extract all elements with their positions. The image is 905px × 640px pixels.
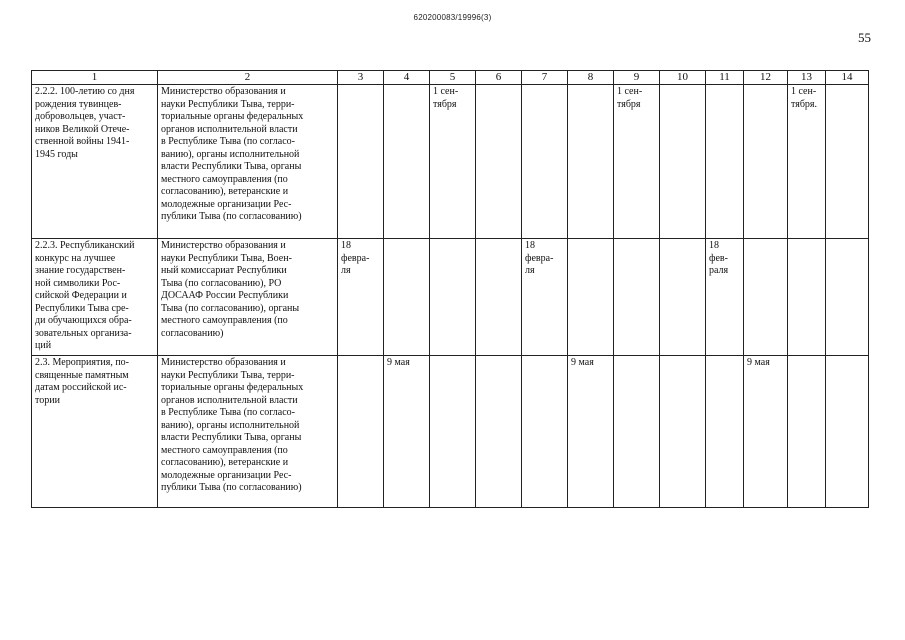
- date-cell: [476, 356, 522, 508]
- date-cell: [338, 356, 384, 508]
- executor-cell: Министерство образования и науки Республики Тыва, терри- ториальные органы федеральных органов исполнительной власти в Республике Тыва (по согласо- ванию), органы исполнительной власти Республики Тыва, органы местного самоуправления (по согласованию), ветеранские и молодежные организации Рес- публики Тыва (по согласованию): [158, 85, 338, 239]
- date-cell: [522, 85, 568, 239]
- date-cell: [384, 85, 430, 239]
- column-header: 5: [430, 71, 476, 85]
- date-cell: [660, 85, 706, 239]
- date-cell: [826, 356, 869, 508]
- date-cell: 1 сен- тября: [430, 85, 476, 239]
- executor-cell: Министерство образования и науки Республики Тыва, Воен- ный комиссариат Республики Тыва (по согласованию), РО ДОСААФ России Республики Тыва (по согласованию), органы местного самоуправления (по согласованию): [158, 239, 338, 356]
- column-header: 3: [338, 71, 384, 85]
- date-cell: [568, 85, 614, 239]
- document-code: 620200083/19996(3): [413, 13, 492, 22]
- date-cell: [660, 239, 706, 356]
- date-cell: [430, 239, 476, 356]
- date-cell: [744, 85, 788, 239]
- event-cell: 2.3. Мероприятия, по- священные памятным датам российской ис- тории: [32, 356, 158, 508]
- date-cell: 1 сен- тября.: [788, 85, 826, 239]
- date-cell: [826, 239, 869, 356]
- column-header: 12: [744, 71, 788, 85]
- date-cell: 9 мая: [744, 356, 788, 508]
- date-cell: [338, 85, 384, 239]
- date-cell: [788, 239, 826, 356]
- column-header: 13: [788, 71, 826, 85]
- date-cell: [660, 356, 706, 508]
- date-cell: [788, 356, 826, 508]
- table-row: [32, 85, 869, 239]
- date-cell: [476, 85, 522, 239]
- date-cell: [430, 356, 476, 508]
- date-cell: [706, 85, 744, 239]
- column-header: 8: [568, 71, 614, 85]
- plan-table: [31, 70, 869, 508]
- date-cell: [568, 239, 614, 356]
- table-row: [32, 239, 869, 356]
- page-number: 55: [858, 30, 871, 45]
- date-cell: 18 февра- ля: [522, 239, 568, 356]
- date-cell: [614, 239, 660, 356]
- date-cell: 9 мая: [384, 356, 430, 508]
- column-header: 2: [158, 71, 338, 85]
- date-cell: 9 мая: [568, 356, 614, 508]
- column-header: 11: [706, 71, 744, 85]
- event-cell: 2.2.2. 100-летию со дня рождения тувинцев- добровольцев, участ- ников Великой Отече- ственной войны 1941- 1945 годы: [32, 85, 158, 239]
- date-cell: [384, 239, 430, 356]
- date-cell: [614, 356, 660, 508]
- date-cell: 1 сен- тября: [614, 85, 660, 239]
- event-cell: 2.2.3. Республиканский конкурс на лучшее знание государствен- ной символики Рос- сийской Федерации и Республики Тыва сре- ди обучающихся обра- зовательных организа- ций: [32, 239, 158, 356]
- column-header: 9: [614, 71, 660, 85]
- date-cell: [706, 356, 744, 508]
- date-cell: 18 февра- ля: [338, 239, 384, 356]
- column-header: 6: [476, 71, 522, 85]
- header-row: [32, 71, 869, 85]
- column-header: 1: [32, 71, 158, 85]
- column-header: 14: [826, 71, 869, 85]
- column-header: 4: [384, 71, 430, 85]
- date-cell: [476, 239, 522, 356]
- column-header: 7: [522, 71, 568, 85]
- date-cell: [522, 356, 568, 508]
- table-row: [32, 356, 869, 508]
- date-cell: [744, 239, 788, 356]
- date-cell: 18 фев- раля: [706, 239, 744, 356]
- column-header: 10: [660, 71, 706, 85]
- executor-cell: Министерство образования и науки Республики Тыва, терри- ториальные органы федеральных органов исполнительной власти в Республике Тыва (по согласо- ванию), органы исполнительной власти Республики Тыва, органы местного самоуправления (по согласованию), ветеранские и молодежные организации Рес- публики Тыва (по согласованию): [158, 356, 338, 508]
- date-cell: [826, 85, 869, 239]
